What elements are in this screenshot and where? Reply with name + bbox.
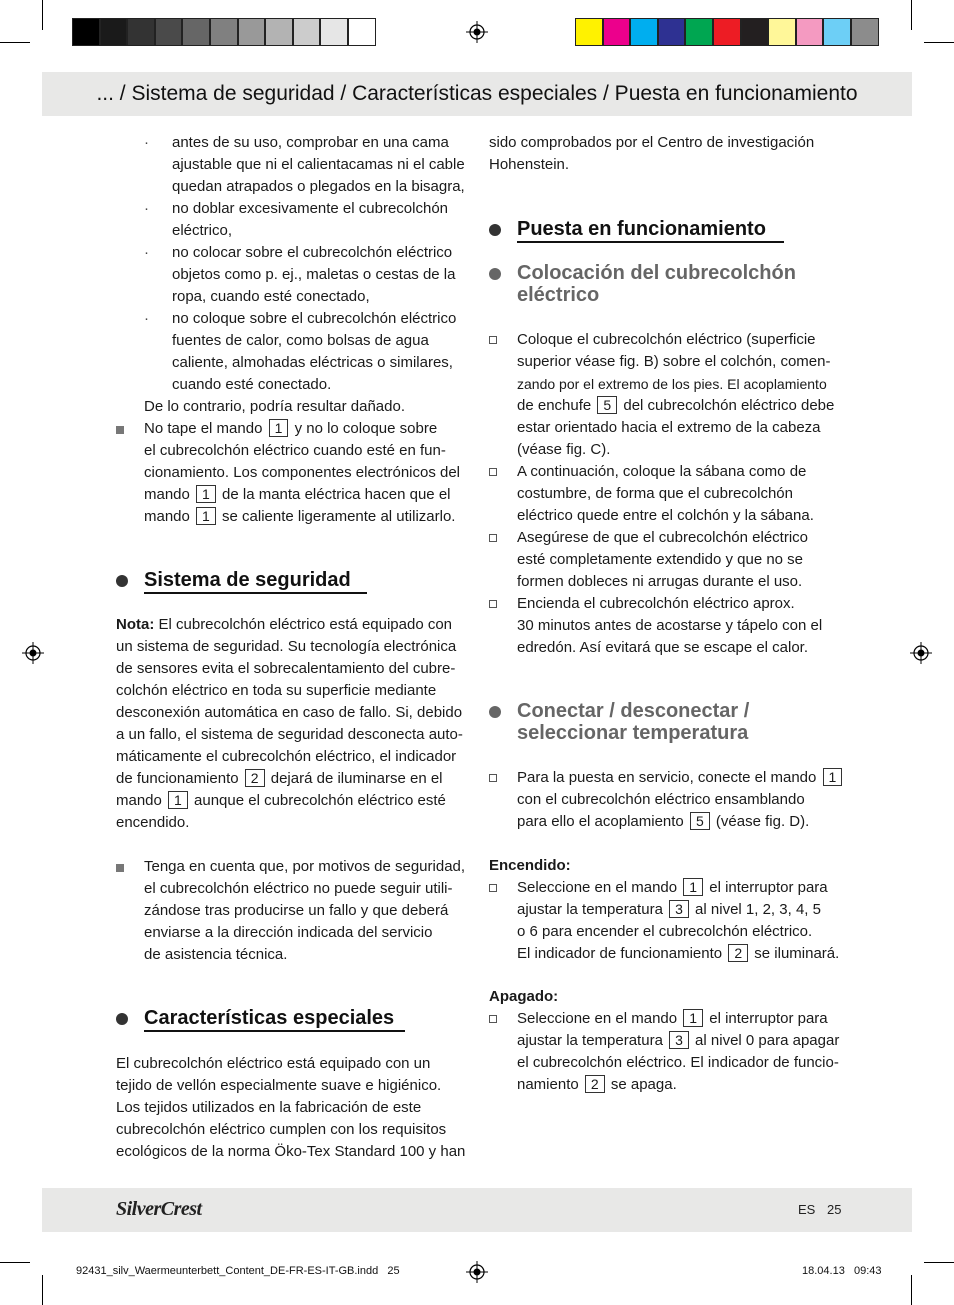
section-heading-puesta: Puesta en funcionamiento bbox=[517, 218, 766, 240]
color-swatch bbox=[603, 18, 631, 46]
brand-logo: SilverCrest bbox=[116, 1198, 202, 1220]
color-swatch bbox=[293, 18, 321, 46]
registration-mark-icon bbox=[466, 1261, 488, 1283]
color-swatch bbox=[713, 18, 741, 46]
encendido-label: Encendido: bbox=[489, 857, 571, 874]
slug-file: 92431_silv_Waermeunterbett_Content_DE-FR-ES-IT-GB.indd 25 bbox=[76, 1265, 400, 1277]
color-swatch bbox=[851, 18, 879, 46]
crop-mark bbox=[42, 1275, 43, 1305]
ref-number: 1 bbox=[683, 1009, 703, 1027]
ref-number: 5 bbox=[597, 396, 617, 414]
subheading-conectar: Conectar / desconectar / seleccionar temperatura bbox=[517, 700, 847, 744]
ref-number: 1 bbox=[196, 485, 216, 503]
crop-mark bbox=[42, 0, 43, 30]
bullet-text: antes de su uso, comprobar en una cama bbox=[172, 134, 449, 151]
apagado-label: Apagado: bbox=[489, 988, 559, 1005]
color-swatch bbox=[575, 18, 603, 46]
registration-mark-icon bbox=[910, 642, 932, 664]
page-number: 25 bbox=[827, 1202, 842, 1217]
registration-mark-icon bbox=[466, 21, 488, 43]
bullet-text: ajustable que ni el calientacamas ni el cable bbox=[172, 156, 465, 173]
color-swatch bbox=[100, 18, 128, 46]
warning-text: De lo contrario, podría resultar dañado. bbox=[144, 398, 405, 415]
bullet-text: no doblar excesivamente el cubrecolchón bbox=[172, 200, 448, 217]
crop-mark bbox=[924, 1262, 954, 1263]
section-heading-sistema: Sistema de seguridad bbox=[144, 569, 351, 591]
bullet-text: cuando esté conectado. bbox=[172, 376, 332, 393]
bullet-text: quedan atrapados o plegados en la bisagra, bbox=[172, 178, 465, 195]
crop-mark bbox=[911, 1275, 912, 1305]
color-swatch bbox=[823, 18, 851, 46]
bullet-icon bbox=[116, 575, 128, 587]
ref-number: 5 bbox=[690, 812, 710, 830]
color-swatch bbox=[796, 18, 824, 46]
color-swatch bbox=[265, 18, 293, 46]
ref-number: 1 bbox=[683, 878, 703, 896]
note-label: Nota: bbox=[116, 616, 155, 633]
page-title: ... / Sistema de seguridad / Características especiales / Puesta en funcionamiento bbox=[96, 82, 858, 105]
bullet-text: no colocar sobre el cubrecolchón eléctrico bbox=[172, 244, 453, 261]
tenga-paragraph: Tenga en cuenta que, por motivos de seguridad, el cubrecolchón eléctrico no puede seguir utili- zándose tras producirse un fallo y que deberá enviarse a la dirección indicada del servicio de asistencia técnica. bbox=[116, 856, 476, 966]
bullet-text: eléctrico, bbox=[172, 222, 233, 239]
bullet-icon bbox=[116, 1013, 128, 1025]
bullet-text: caliente, almohadas eléctricas o similares, bbox=[172, 354, 453, 371]
bullet-text: no coloque sobre el cubrecolchón eléctrico bbox=[172, 310, 457, 327]
sistema-paragraph: Nota: El cubrecolchón eléctrico está equipado con un sistema de seguridad. Su tecnología electrónica de sensores evita el sobrecalentamiento del cubre- colchón eléctrico en toda su superficie mediante desconexión automática en caso de fallo. Si, debido a un fallo, el sistema de seguridad desconecta auto- máticamente el cubrecolchón eléctrico, el indicador de funcionamiento 2 dejará de iluminarse en el mando 1 aunque el cubrecolchón eléctrico esté encendido. bbox=[116, 616, 463, 831]
color-swatch bbox=[72, 18, 100, 46]
ref-number: 1 bbox=[196, 507, 216, 525]
crop-mark bbox=[0, 1262, 30, 1263]
color-swatch bbox=[320, 18, 348, 46]
apagado-block: Apagado: Seleccione en el mando 1 el interruptor para ajustar la temperatura 3 al nivel 0 para apagar el cubrecolchón eléctrico. El indicador de funcio- namiento 2 se apaga. bbox=[489, 988, 840, 1093]
right-intro: sido comprobados por el Centro de investigación Hohenstein. bbox=[489, 134, 815, 173]
bullet-text: objetos como p. ej., maletas o cestas de la bbox=[172, 266, 456, 283]
crop-mark bbox=[911, 0, 912, 30]
ref-number: 2 bbox=[728, 944, 748, 962]
color-swatch bbox=[741, 18, 769, 46]
encendido-block: Encendido: Seleccione en el mando 1 el interruptor para ajustar la temperatura 3 al nivel 1, 2, 3, 4, 5 o 6 para encender el cubrecolchón eléctrico. El indicador de funcionamiento 2 se iluminará. bbox=[489, 857, 840, 962]
crop-mark bbox=[0, 42, 30, 43]
bullet-text: ropa, cuando esté conectado, bbox=[172, 288, 370, 305]
ref-number: 2 bbox=[245, 769, 265, 787]
crop-mark bbox=[924, 42, 954, 43]
ref-number: 1 bbox=[168, 791, 188, 809]
color-swatch bbox=[685, 18, 713, 46]
color-swatch bbox=[768, 18, 796, 46]
conectar-steps: Para la puesta en servicio, conecte el mando 1 con el cubrecolchón eléctrico ensamblando para ello el acoplamiento 5 (véase fig. D). bbox=[489, 767, 849, 833]
ref-number: 3 bbox=[669, 900, 689, 918]
ref-number: 3 bbox=[669, 1031, 689, 1049]
color-swatch bbox=[155, 18, 183, 46]
heading-underline bbox=[517, 241, 784, 243]
bullet-icon bbox=[489, 268, 501, 280]
slug-date: 18.04.13 09:43 bbox=[802, 1265, 882, 1277]
heading-underline bbox=[144, 592, 367, 594]
mando-paragraph: No tape el mando 1 y no lo coloque sobre el cubrecolchón eléctrico cuando esté en fun- cionamiento. Los componentes electrónicos del mando 1 de la manta eléctrica hacen que el mando 1 se caliente ligeramente al utilizarlo. bbox=[116, 418, 476, 528]
bullet-text: fuentes de calor, como bolsas de agua bbox=[172, 332, 429, 349]
ref-number: 1 bbox=[823, 768, 843, 786]
color-swatch bbox=[127, 18, 155, 46]
bullet-icon bbox=[489, 224, 501, 236]
subheading-colocacion: Colocación del cubrecolchón eléctrico bbox=[517, 262, 847, 306]
colocacion-steps: Coloque el cubrecolchón eléctrico (superficie superior véase fig. B) sobre el colchón, comen- zando por el extremo de los pies. El acoplamiento de enchufe 5 del cubrecolchón eléctrico debe estar orientado hacia el extremo de la cabeza (véase fig. C). A continuación, coloque la sábana como de costumbre, de forma que el cubrecolchón eléctrico quede entre el colchón y la sábana. Asegúrese de que el cubrecolchón eléctrico esté completamente extendido y que no se formen dobleces ni arrugas durante el uso. Encienda el cubrecolchón eléctrico aprox. 30 minutos antes de acostarse y tápelo con el edredón. Así evitará que se escape el calor. bbox=[489, 329, 849, 659]
section-heading-caracteristicas: Características especiales bbox=[144, 1007, 394, 1029]
color-swatch bbox=[210, 18, 238, 46]
registration-mark-icon bbox=[22, 642, 44, 664]
color-swatch bbox=[348, 18, 376, 46]
caracteristicas-paragraph: El cubrecolchón eléctrico está equipado con un tejido de vellón especialmente suave e higiénico. Los tejidos utilizados en la fabricación de este cubrecolchón eléctrico cumplen con los requisitos ecológicos de la norma Öko-Tex Standard 100 y han bbox=[116, 1055, 466, 1160]
color-swatch bbox=[658, 18, 686, 46]
color-swatch bbox=[238, 18, 266, 46]
color-swatch bbox=[630, 18, 658, 46]
heading-underline bbox=[144, 1030, 405, 1032]
color-swatch bbox=[182, 18, 210, 46]
page-language: ES bbox=[798, 1202, 816, 1217]
bullet-icon bbox=[489, 706, 501, 718]
left-column: · antes de su uso, comprobar en una cama ajustable que ni el calientacamas ni el cable quedan atrapados o plegados en la bisagra, · no doblar excesivamente el cubrecolchón eléctrico, · no colocar sobre el cubrecolchón eléctrico objetos como p. ej., maletas o cestas de la ropa, cuando esté conectado, · no coloque sobre el cubrecolchón eléctrico fuentes de calor, como bolsas de agua caliente, almohadas eléctricas o similares, cuando esté conectado. De lo contrario, podría resultar dañado. bbox=[144, 134, 465, 415]
ref-number: 2 bbox=[585, 1075, 605, 1093]
ref-number: 1 bbox=[269, 419, 289, 437]
